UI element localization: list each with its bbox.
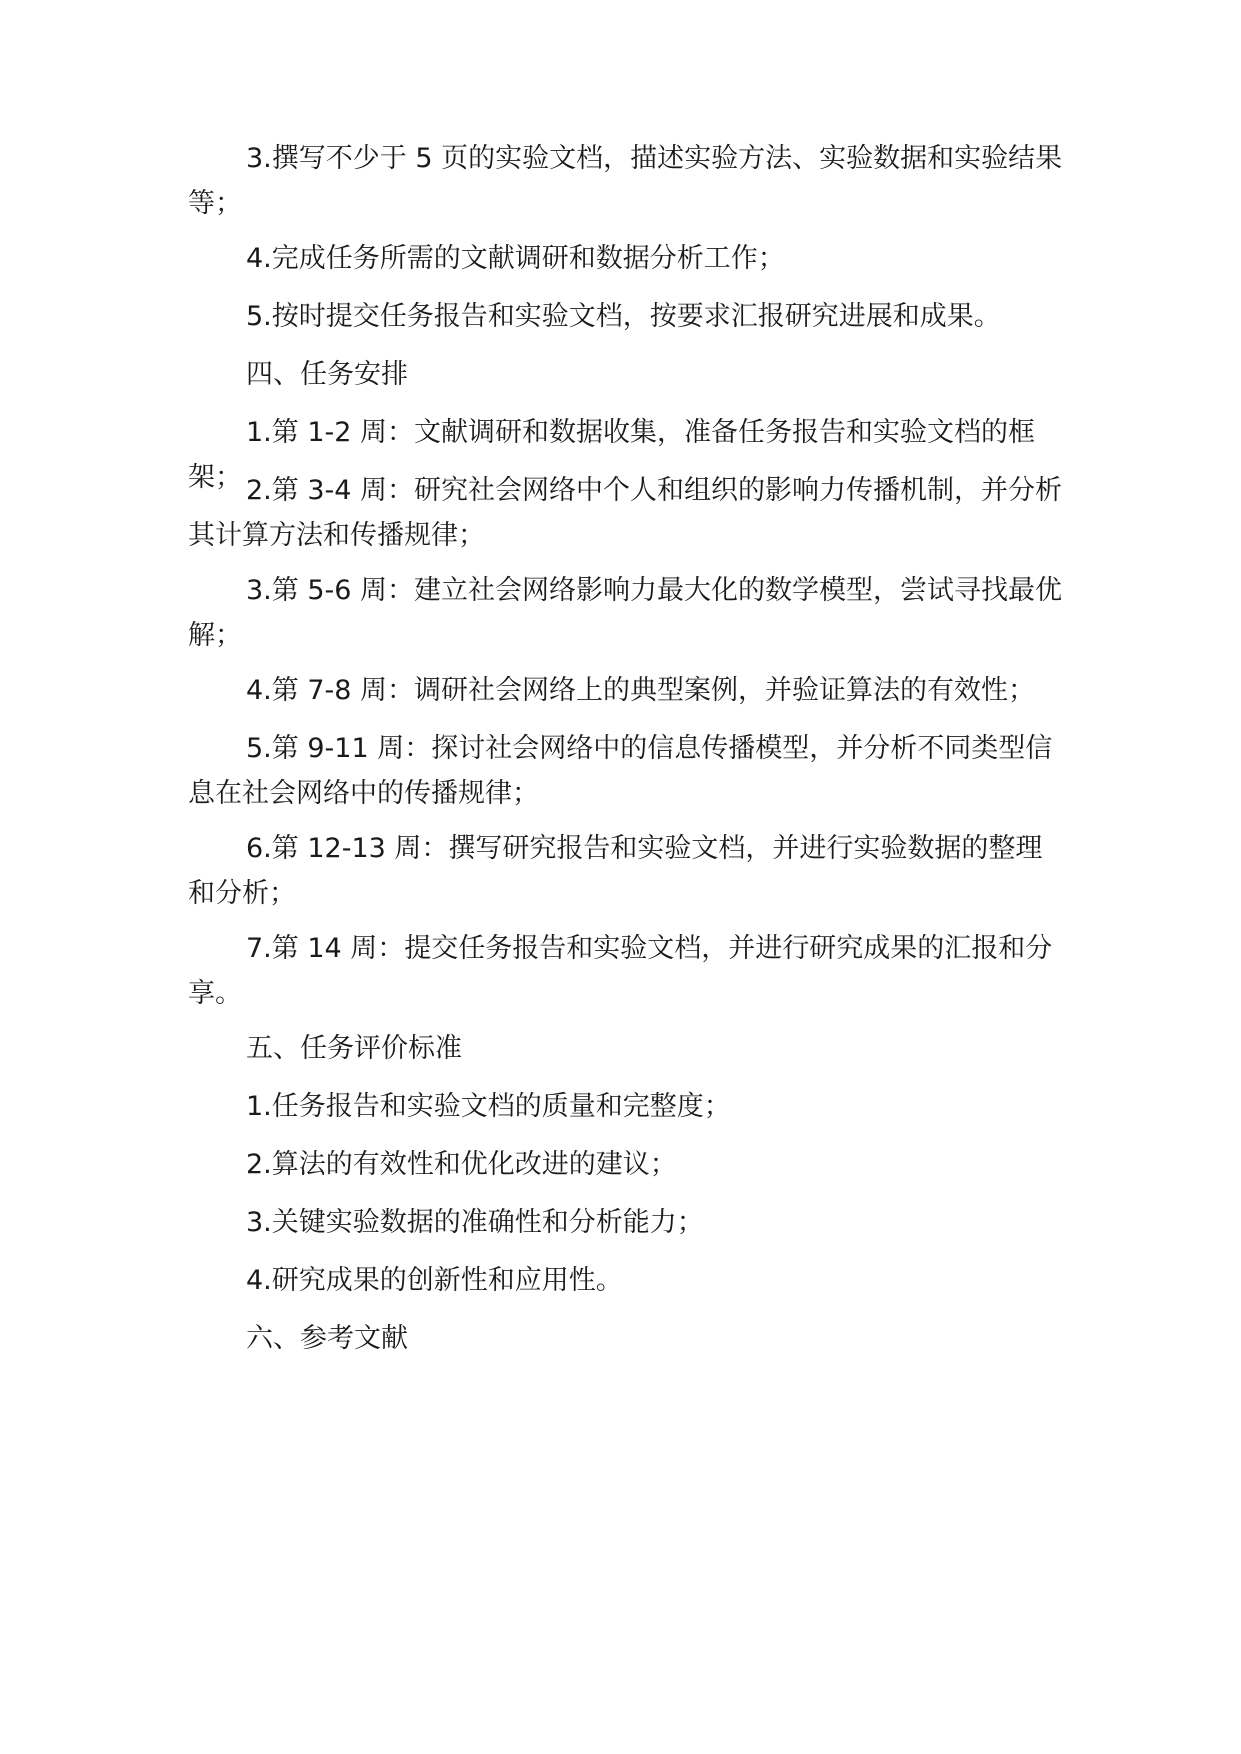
evaluation-item-4: 4.研究成果的创新性和应用性。 xyxy=(246,1265,623,1296)
section-heading-evaluation: 五、任务评价标准 xyxy=(246,1033,462,1064)
requirement-item-4: 4.完成任务所需的文献调研和数据分析工作； xyxy=(246,243,785,274)
evaluation-item-1: 1.任务报告和实验文档的质量和完整度； xyxy=(246,1091,731,1122)
schedule-item-5: 5.第 9-11 周：探讨社会网络中的信息传播模型，并分析不同类型信息在社会网络中的传播规律； xyxy=(188,733,1053,809)
evaluation-item-3: 3.关键实验数据的准确性和分析能力； xyxy=(246,1207,704,1238)
section-heading-schedule: 四、任务安排 xyxy=(246,359,408,390)
schedule-item-3: 3.第 5-6 周：建立社会网络影响力最大化的数学模型，尝试寻找最优解； xyxy=(188,575,1063,651)
section-heading-references: 六、参考文献 xyxy=(246,1323,408,1354)
schedule-item-7: 7.第 14 周：提交任务报告和实验文档，并进行研究成果的汇报和分享。 xyxy=(188,933,1053,1009)
schedule-item-6: 6.第 12-13 周：撰写研究报告和实验文档，并进行实验数据的整理和分析； xyxy=(188,833,1043,909)
requirement-item-3: 3.撰写不少于 5 页的实验文档，描述实验方法、实验数据和实验结果等； xyxy=(188,143,1063,219)
schedule-item-1: 1.第 1-2 周：文献调研和数据收集，准备任务报告和实验文档的框架； xyxy=(188,417,1036,493)
schedule-item-2: 2.第 3-4 周：研究社会网络中个人和组织的影响力传播机制，并分析其计算方法和传播规律； xyxy=(188,475,1063,551)
evaluation-item-2: 2.算法的有效性和优化改进的建议； xyxy=(246,1149,677,1180)
schedule-item-4: 4.第 7-8 周：调研社会网络上的典型案例，并验证算法的有效性； xyxy=(246,675,1036,706)
requirement-item-5: 5.按时提交任务报告和实验文档，按要求汇报研究进展和成果。 xyxy=(246,301,1001,332)
